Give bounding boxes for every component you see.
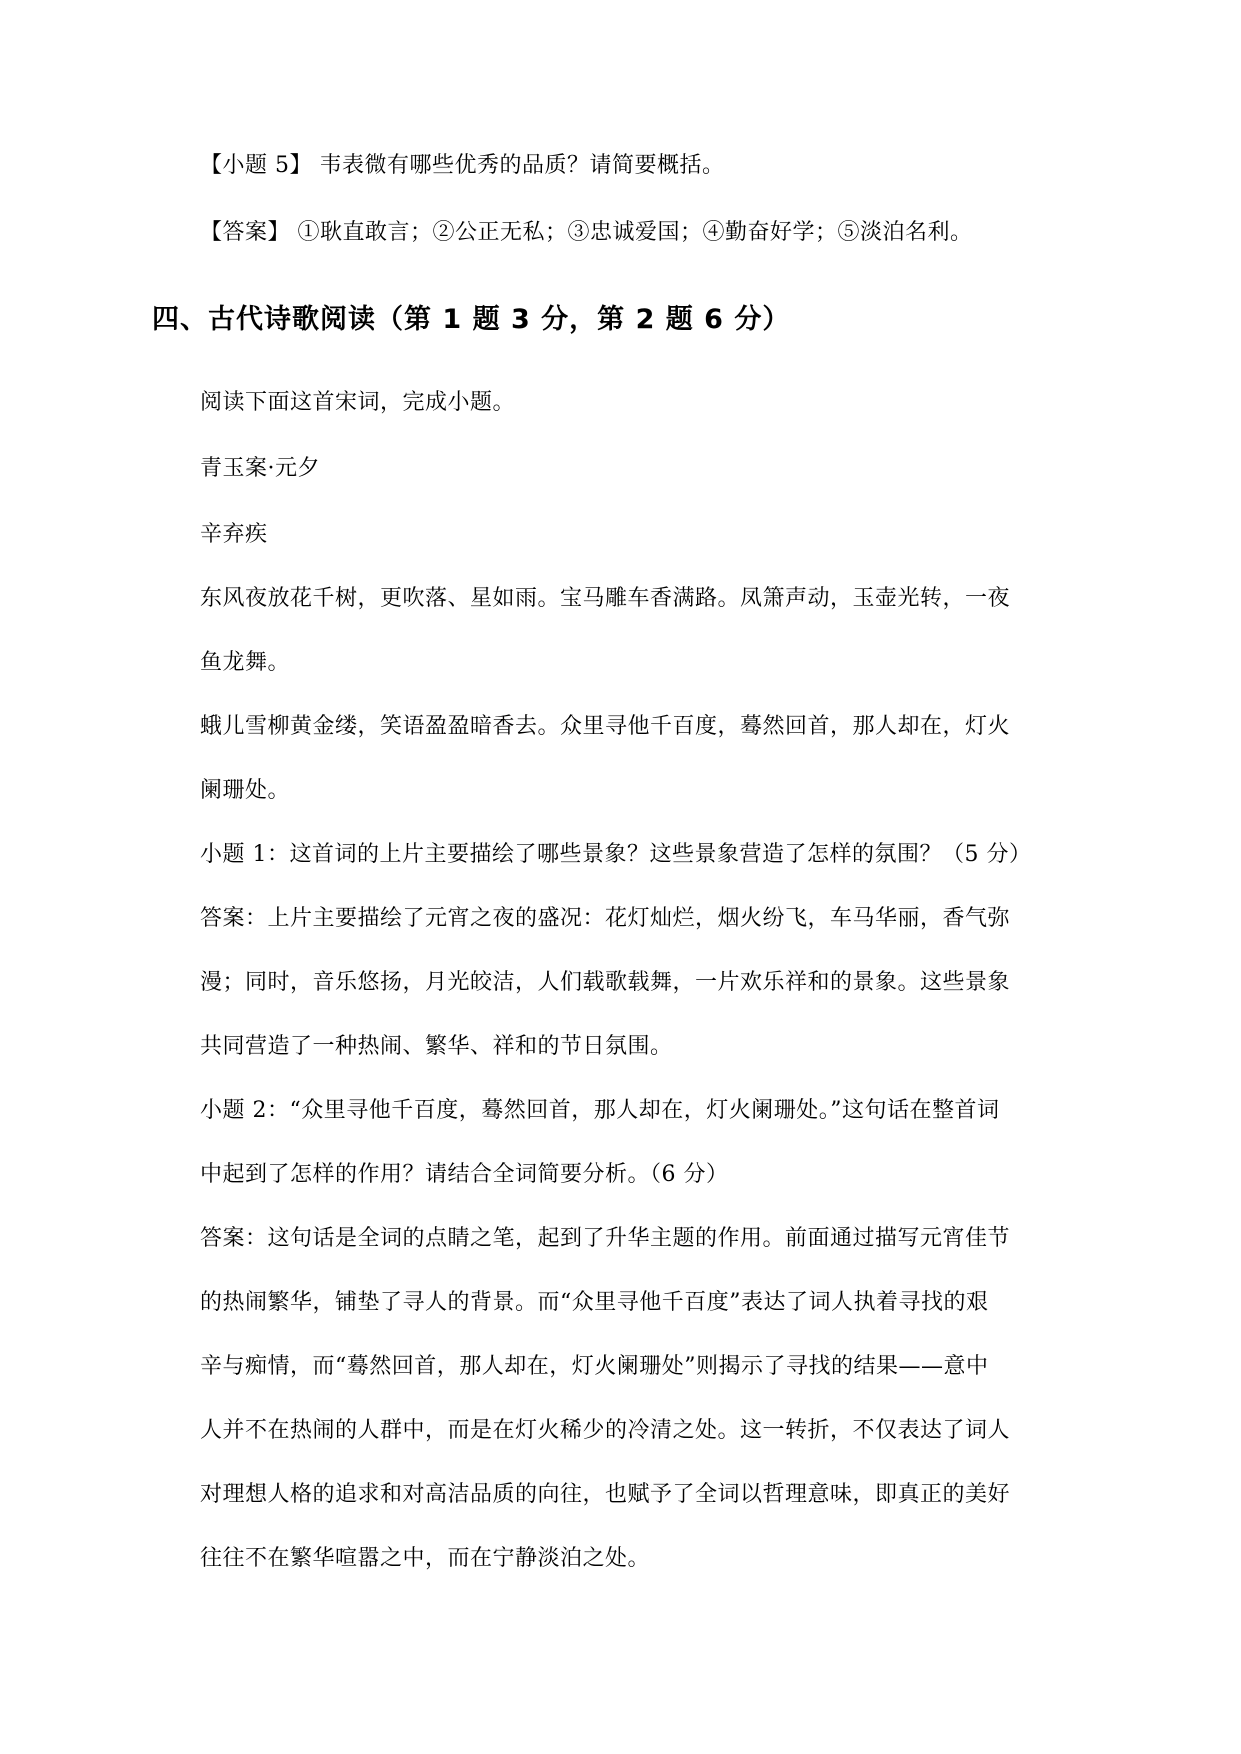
poem-line: 蛾儿雪柳黄金缕，笑语盈盈暗香去。众里寻他千百度，蓦然回首，那人却在，灯火 (200, 714, 1011, 739)
sub2-question-line: 小题 2：“众里寻他千百度，蓦然回首，那人却在，灯火阑珊处。”这句话在整首词 (200, 1098, 1000, 1123)
sub1-answer-line: 漫；同时，音乐悠扬，月光皎洁，人们载歌载舞，一片欢乐祥和的景象。这些景象 (200, 970, 1011, 995)
poem-line: 阑珊处。 (200, 778, 291, 803)
sub2-answer-line: 往往不在繁华喧嚣之中，而在宁静淡泊之处。 (200, 1546, 651, 1571)
sub2-question-line: 中起到了怎样的作用？请结合全词简要分析。（6 分） (200, 1162, 729, 1187)
sub1-answer-line: 共同营造了一种热闹、繁华、祥和的节日氛围。 (200, 1034, 673, 1059)
sub1-answer-line: 答案：上片主要描绘了元宵之夜的盛况：花灯灿烂，烟火纷飞，车马华丽，香气弥 (200, 906, 1011, 931)
sub2-answer-line: 辛与痴情，而“蓦然回首，那人却在，灯火阑珊处”则揭示了寻找的结果——意中 (200, 1354, 989, 1379)
q5-question: 【小题 5】 韦表微有哪些优秀的品质？请简要概括。 (200, 153, 725, 178)
sub1-question: 小题 1：这首词的上片主要描绘了哪些景象？这些景象营造了怎样的氛围？（5 分） (200, 842, 1032, 867)
sub2-answer-line: 答案：这句话是全词的点睛之笔，起到了升华主题的作用。前面通过描写元宵佳节 (200, 1226, 1011, 1251)
instruction: 阅读下面这首宋词，完成小题。 (200, 390, 516, 415)
poem-title: 青玉案·元夕 (200, 456, 320, 481)
poem-author: 辛弃疾 (200, 522, 268, 547)
q5-answer: 【答案】 ①耿直敢言；②公正无私；③忠诚爱国；④勤奋好学；⑤淡泊名利。 (200, 220, 973, 245)
sub2-answer-line: 人并不在热闹的人群中，而是在灯火稀少的冷清之处。这一转折，不仅表达了词人 (200, 1418, 1011, 1443)
sub2-answer-line: 的热闹繁华，铺垫了寻人的背景。而“众里寻他千百度”表达了词人执着寻找的艰 (200, 1290, 989, 1315)
poem-line: 鱼龙舞。 (200, 650, 291, 675)
poem-line: 东风夜放花千树，更吹落、星如雨。宝马雕车香满路。凤箫声动，玉壶光转，一夜 (200, 586, 1011, 611)
sub2-answer-line: 对理想人格的追求和对高洁品质的向往，也赋予了全词以哲理意味，即真正的美好 (200, 1482, 1011, 1507)
section-heading: 四、古代诗歌阅读（第 1 题 3 分，第 2 题 6 分） (152, 304, 791, 335)
